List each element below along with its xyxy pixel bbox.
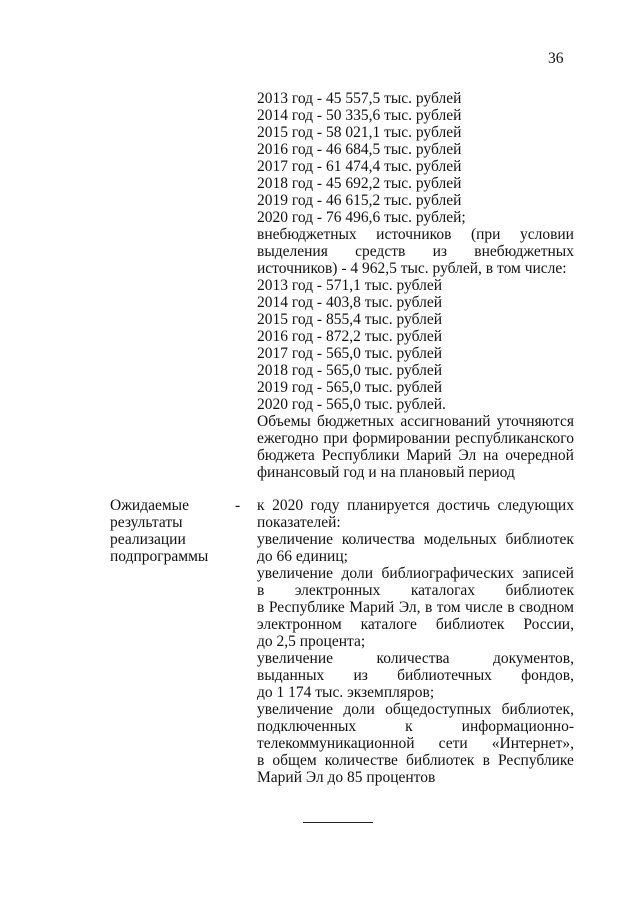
budget-line-2019: 2019 год - 46 615,2 тыс. рублей <box>257 192 462 209</box>
extra-line-2019: 2019 год - 565,0 тыс. рублей <box>257 379 443 396</box>
results-line <box>257 735 574 752</box>
results-label-line: Ожидаемые <box>110 497 189 514</box>
results-line: до 1 174 тыс. экземпляров; <box>257 684 435 701</box>
budget-line-2020: 2020 год - 76 496,6 тыс. рублей; <box>257 209 466 226</box>
results-line: до 2,5 процента; <box>257 633 366 650</box>
word: увеличение <box>257 531 334 548</box>
note-line-2 <box>257 430 574 447</box>
word: средств <box>355 243 406 260</box>
word: выданных <box>257 667 325 684</box>
word: общем <box>272 752 317 769</box>
note-line-4: финансовый год и на плановый период <box>257 464 515 481</box>
word: библиотек <box>435 616 505 633</box>
extra-budget-line-3: источников) - 4 962,5 тыс. рублей, в том числе: <box>257 260 567 277</box>
extra-line-2016: 2016 год - 872,2 тыс. рублей <box>257 328 443 345</box>
word: количества <box>376 650 450 667</box>
word: из <box>353 667 368 684</box>
word: Эл, <box>398 599 421 616</box>
word: к <box>405 718 413 735</box>
budget-line-2015: 2015 год - 58 021,1 тыс. рублей <box>257 124 462 141</box>
word: количестве <box>324 752 398 769</box>
results-label-line: реализации <box>110 531 186 548</box>
note-line-3 <box>257 447 574 464</box>
word: доли <box>343 701 375 718</box>
word: увеличение <box>257 565 334 582</box>
word: к <box>257 497 265 514</box>
word: записей <box>522 565 574 582</box>
budget-line-2017: 2017 год - 61 474,4 тыс. рублей <box>257 158 462 175</box>
word: количества <box>341 531 415 548</box>
footer-divider <box>303 822 373 823</box>
word: внебюджетных <box>257 226 357 243</box>
word: в <box>257 752 265 769</box>
results-line <box>257 616 574 633</box>
budget-line-2013: 2013 год - 45 557,5 тыс. рублей <box>257 90 462 107</box>
results-line: до 66 единиц; <box>257 548 348 565</box>
extra-line-2015: 2015 год - 855,4 тыс. рублей <box>257 311 443 328</box>
extra-line-2013: 2013 год - 571,1 тыс. рублей <box>257 277 443 294</box>
note-line-1 <box>257 413 574 430</box>
extra-budget-line-1 <box>257 226 574 243</box>
word: доли <box>341 565 374 582</box>
word: условии <box>519 226 574 243</box>
word: 2020 <box>272 497 304 514</box>
word: на <box>483 447 499 464</box>
word: внебюджетных <box>474 243 574 260</box>
word: каталогах <box>410 582 476 599</box>
results-line: Марий Эл до 85 процентов <box>257 769 436 786</box>
word: Эл <box>458 447 477 464</box>
word: «Интернет», <box>491 735 574 752</box>
word: в <box>257 582 265 599</box>
word: Марий <box>406 447 452 464</box>
word: следующих <box>497 497 574 514</box>
word: году <box>310 497 340 514</box>
word: общедоступных <box>385 701 492 718</box>
budget-line-2018: 2018 год - 45 692,2 тыс. рублей <box>257 175 462 192</box>
results-line <box>257 497 574 514</box>
word: каталоге <box>360 616 417 633</box>
word: Республики <box>321 447 400 464</box>
word: библиотек <box>505 582 574 599</box>
word: в <box>424 599 433 616</box>
word: Республике <box>497 752 574 769</box>
page-number: 36 <box>548 50 564 67</box>
word: формировании <box>352 430 451 447</box>
word: источников <box>376 226 452 243</box>
word: в <box>257 599 265 616</box>
word: библиотек <box>505 531 574 548</box>
word: планируется <box>347 497 430 514</box>
word: библиографических <box>381 565 514 582</box>
word: (при <box>470 226 501 243</box>
word: в <box>482 752 490 769</box>
word: ассигнований <box>400 413 491 430</box>
results-line <box>257 752 574 769</box>
results-line <box>257 531 574 548</box>
budget-line-2016: 2016 год - 46 684,5 тыс. рублей <box>257 141 462 158</box>
word: Республике <box>268 599 345 616</box>
word: республиканского <box>455 430 574 447</box>
word: библиотек, <box>501 701 574 718</box>
word: библиотечных <box>397 667 492 684</box>
word: фондов, <box>521 667 574 684</box>
word: бюджетных <box>316 413 395 430</box>
word: увеличение <box>257 701 334 718</box>
extra-line-2014: 2014 год - 403,8 тыс. рублей <box>257 294 443 311</box>
results-line <box>257 599 574 616</box>
word: из <box>432 243 447 260</box>
results-label-line: результаты <box>110 514 183 531</box>
budget-line-2014: 2014 год - 50 335,6 тыс. рублей <box>257 107 462 124</box>
word: сводном <box>519 599 574 616</box>
word: выделения <box>257 243 328 260</box>
word: бюджета <box>257 447 315 464</box>
word: уточняются <box>496 413 574 430</box>
word: России, <box>523 616 574 633</box>
word: информационно- <box>461 718 574 735</box>
word: документов, <box>492 650 574 667</box>
results-line <box>257 701 574 718</box>
results-line: показателей: <box>257 514 341 531</box>
word: модельных <box>423 531 497 548</box>
results-line <box>257 718 574 735</box>
word: Марий <box>349 599 395 616</box>
results-line <box>257 582 574 599</box>
word: Объемы <box>257 413 311 430</box>
word: том <box>436 599 461 616</box>
word: увеличение <box>257 650 334 667</box>
word: при <box>323 430 348 447</box>
word: очередной <box>505 447 574 464</box>
extra-line-2018: 2018 год - 565,0 тыс. рублей <box>257 362 443 379</box>
results-line <box>257 667 574 684</box>
extra-line-2020: 2020 год - 565,0 тыс. рублей. <box>257 396 446 413</box>
results-line <box>257 650 574 667</box>
word: достичь <box>437 497 490 514</box>
word: ежегодно <box>257 430 319 447</box>
word: числе <box>465 599 503 616</box>
results-label-line: подпрограммы <box>110 548 209 565</box>
separator-dash: - <box>235 497 241 514</box>
word: электронных <box>294 582 381 599</box>
word: телекоммуникационной <box>257 735 415 752</box>
extra-budget-line-2 <box>257 243 574 260</box>
word: в <box>507 599 515 616</box>
word: электронном <box>257 616 342 633</box>
results-line <box>257 565 574 582</box>
word: сети <box>438 735 468 752</box>
word: подключенных <box>257 718 357 735</box>
extra-line-2017: 2017 год - 565,0 тыс. рублей <box>257 345 443 362</box>
word: библиотек <box>406 752 475 769</box>
